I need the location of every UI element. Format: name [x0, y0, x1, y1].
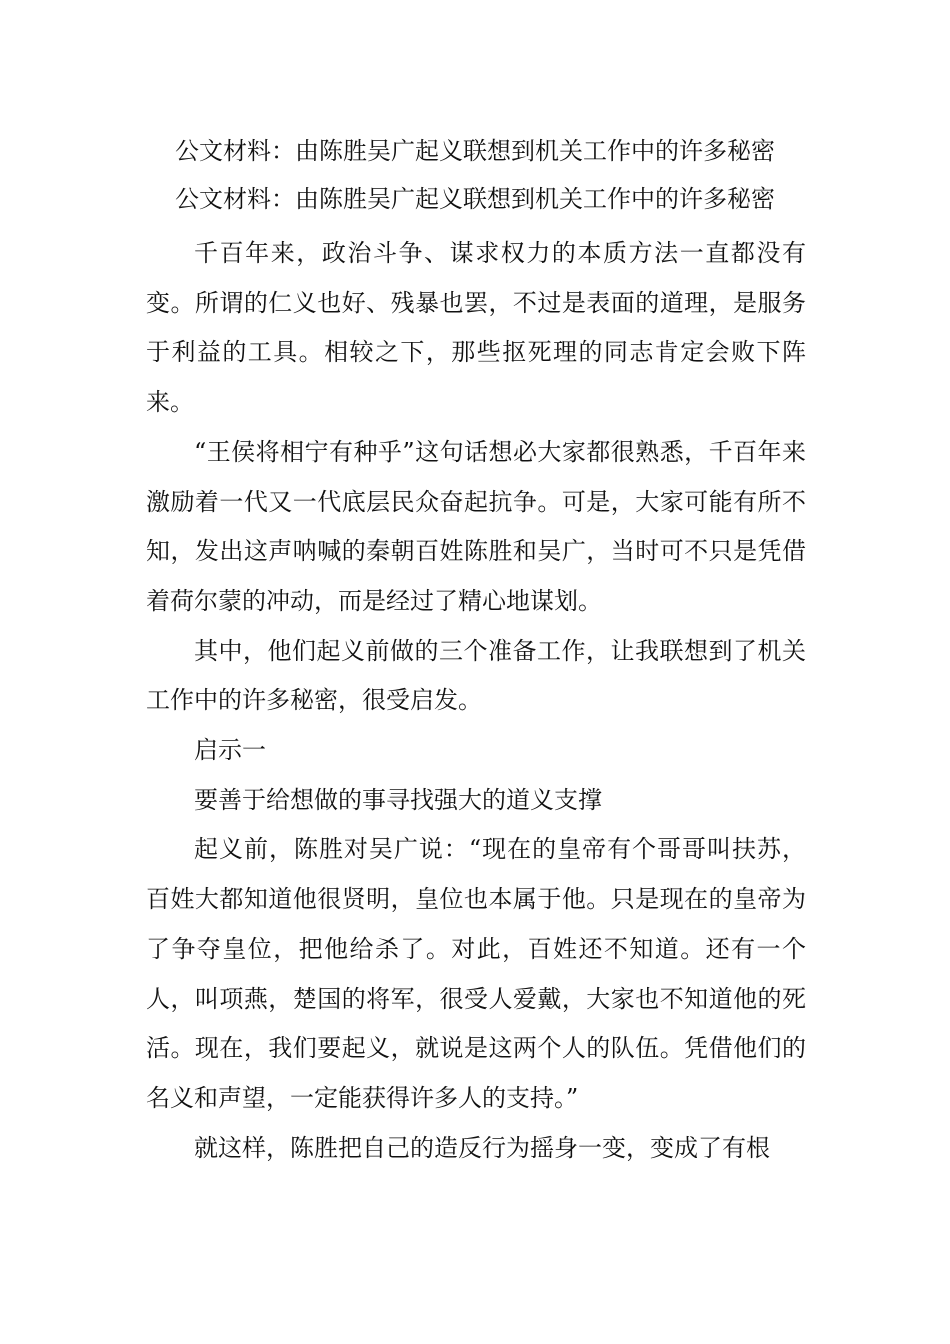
paragraph-preparation: 其中，他们起义前做的三个准备工作，让我联想到了机关工作中的许多秘密，很受启发。	[146, 636, 806, 715]
paragraph-slogan: “王侯将相宁有种乎”这句话想必大家都很熟悉，千百年来激励着一代又一代底层民众奋起抗争。可是，大家可能有所不知，发出这声呐喊的秦朝百姓陈胜和吴广，当时可不只是凭借着荷尔蒙的冲动，而是经过了精心地谋划。	[146, 437, 806, 615]
document-title-repeat: 公文材料：由陈胜吴广起义联想到机关工作中的许多秘密	[175, 185, 775, 213]
paragraph-intro: 千百年来，政治斗争、谋求权力的本质方法一直都没有变。所谓的仁义也好、残暴也罢，不过是表面的道理，是服务于利益的工具。相较之下，那些抠死理的同志肯定会败下阵来。	[146, 239, 806, 417]
section-subheading: 要善于给想做的事寻找强大的道义支撑	[194, 785, 602, 814]
document-title: 公文材料：由陈胜吴广起义联想到机关工作中的许多秘密	[175, 137, 775, 165]
section-heading-revelation-1: 启示一	[194, 736, 266, 765]
paragraph-continuation: 就这样，陈胜把自己的造反行为摇身一变，变成了有根	[194, 1133, 770, 1162]
paragraph-quote: 起义前，陈胜对吴广说：“现在的皇帝有个哥哥叫扶苏，百姓大都知道他很贤明，皇位也本属于他。只是现在的皇帝为了争夺皇位，把他给杀了。对此，百姓还不知道。还有一个人，叫项燕，楚国的将军，很受人爱戴，大家也不知道他的死活。现在，我们要起义，就说是这两个人的队伍。凭借他们的名义和声望，一定能获得许多人的支持。”	[146, 835, 806, 1112]
document-body	[146, 229, 806, 1173]
